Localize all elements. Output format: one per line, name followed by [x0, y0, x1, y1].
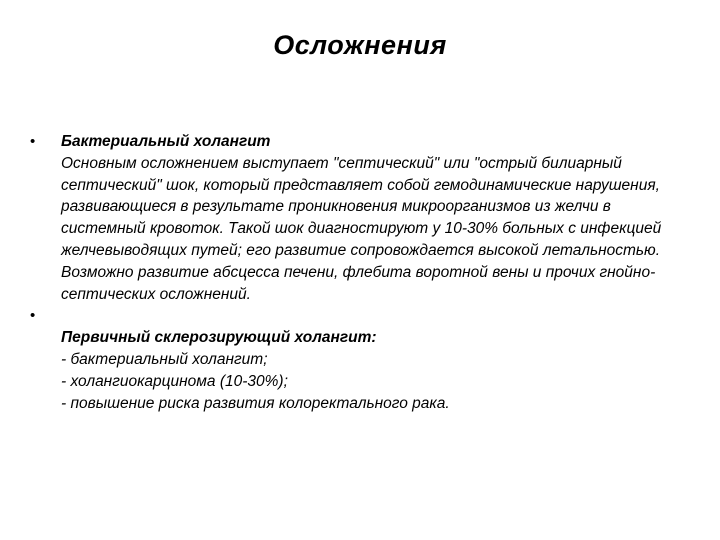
blank-line: [61, 305, 690, 327]
list-line: - холангиокарцинома (10-30%);: [61, 372, 288, 390]
bullet-item-primary-sclerosing-cholangitis: [30, 305, 690, 414]
slide-title: Осложнения: [273, 30, 447, 60]
list-line: - бактериальный холангит;: [61, 350, 268, 368]
bullet-list: [30, 131, 690, 414]
bullet-item-bacterial-cholangitis: [30, 131, 690, 305]
bullet-paragraph: Основным осложнением выступает "септический" или "острый билиарный септический" шок, который представляет собой гемодинамические нарушения, развивающиеся в результате проникновения микроорганизмов из желчи в системный кровоток. Такой шок диагностируют у 10-30% больных с инфекцией желчевыводящих путей; его развитие сопровождается высокой летальностью.: [61, 154, 662, 259]
bullet-marker: •: [30, 307, 36, 325]
bullet-heading: Бактериальный холангит: [61, 133, 271, 150]
list-line: - повышение риска развития колоректального рака.: [61, 394, 450, 412]
bullet-marker: •: [30, 133, 36, 150]
bullet-heading: Первичный склерозирующий холангит:: [61, 329, 377, 347]
bullet-paragraph: Возможно развитие абсцесса печени, флебита воротной вены и прочих гнойно-септических осложнений.: [61, 263, 656, 303]
